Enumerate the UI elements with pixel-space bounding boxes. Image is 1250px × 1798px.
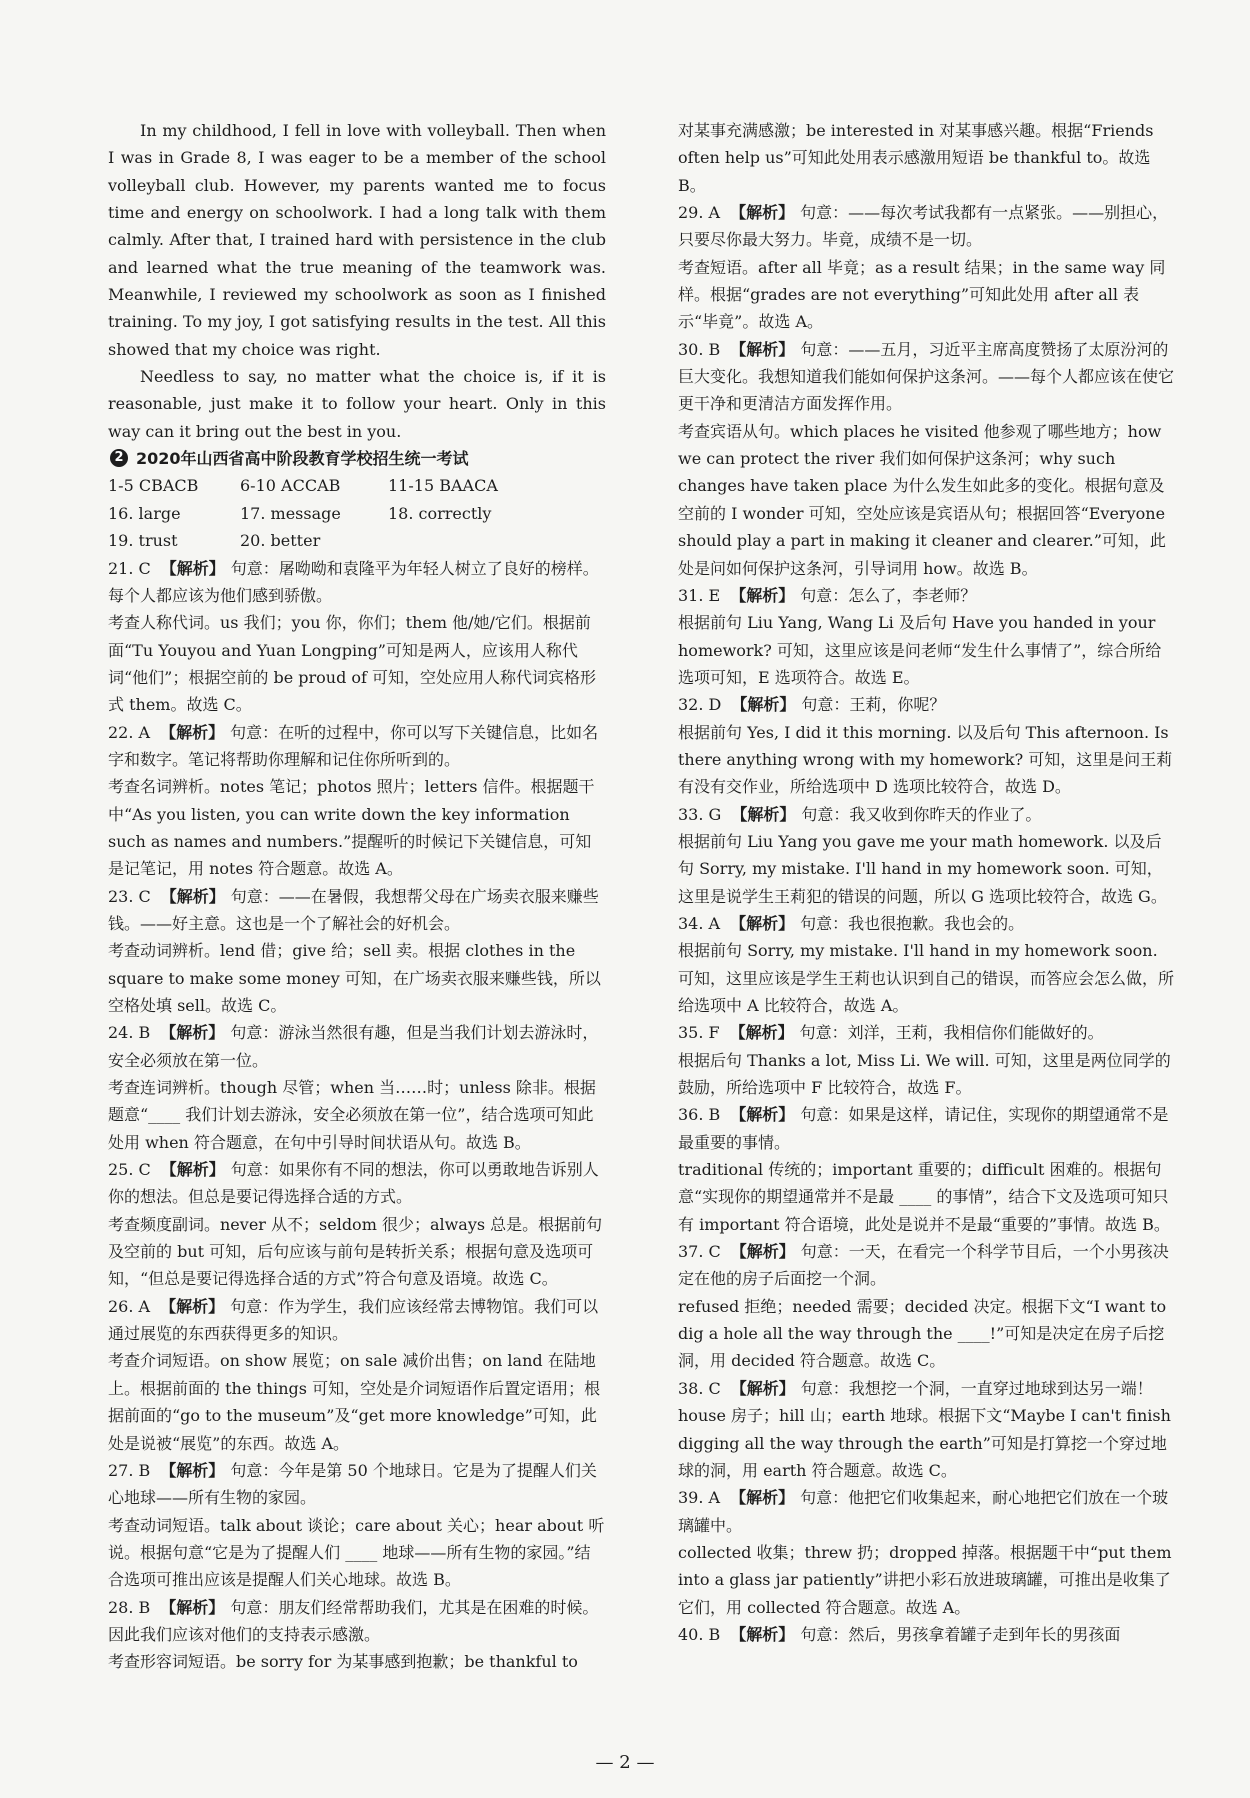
sentence-meaning: 句意：一天，在看完一个科学节目后，一个小男孩决定在他的房子后面挖一个洞。	[678, 1242, 1169, 1289]
answer-cell: 20. better	[240, 531, 321, 551]
question-number: 29. A	[678, 203, 721, 223]
right-column	[678, 117, 1176, 1648]
sentence-meaning: 句意：王莉，你呢？	[801, 695, 946, 715]
sentence-meaning: 句意：怎么了，李老师？	[800, 585, 977, 605]
explanation-item	[108, 1457, 606, 1512]
explanation-item	[108, 555, 606, 610]
question-number: 30. B	[678, 339, 721, 359]
explanation-item	[678, 1101, 1176, 1156]
explanation-body: 根据前句 Liu Yang, Wang Li 及后句 Have you handed in your homework? 可知，这里应该是问老师“发生什么事情了”，综合所给选项可知，E 选项符合。故选 E。	[678, 613, 1162, 687]
explanation-body: 考查连词辨析。though 尽管；when 当……时；unless 除非。根据题意“____ 我们计划去游泳，安全必须放在第一位”，结合选项可知此处用 when 符合题意，在句中引导时间状语从句。故选 B。	[108, 1078, 596, 1152]
explanation-body: 根据前句 Sorry, my mistake. I'll hand in my homework soon. 可知，这里应该是学生王莉也认识到自己的错误，而答应会怎么做，所给选项中 A 比较符合，故选 A。	[678, 941, 1175, 1015]
analysis-tag: 【解析】	[730, 1488, 795, 1508]
answer-row	[108, 527, 606, 554]
analysis-tag: 【解析】	[160, 1296, 225, 1316]
explanation-item	[108, 1293, 606, 1348]
analysis-tag: 【解析】	[731, 804, 796, 824]
analysis-tag: 【解析】	[730, 1242, 795, 1262]
answer-cell: 18. correctly	[388, 503, 492, 523]
question-number: 38. C	[678, 1378, 721, 1398]
sentence-meaning: 句意：——在暑假，我想帮父母在广场卖衣服来赚些钱。——好主意。这也是一个了解社会的好机会。	[108, 886, 599, 933]
essay-paragraph-1: In my childhood, I fell in love with volleyball. Then when I was in Grade 8, I was eager to be a member of the school volleyball club. However, my parents wanted me to focus time and energy on schoolwork. I had a long talk with them calmly. After that, I trained hard with persistence in the club and learned what the true meaning of the teamwork was. Meanwhile, I reviewed my schoolwork as soon as I finished training. To my joy, I got satisfying results in the test. All this showed that my choice was right.	[108, 121, 606, 359]
analysis-tag: 【解析】	[160, 1160, 225, 1180]
explanation-item	[678, 1484, 1176, 1539]
explanation-body: 根据前句 Yes, I did it this morning. 以及后句 This afternoon. Is there anything wrong with my homework? 可知，这里是问王莉有没有交作业，所给选项中 D 选项比较符合，故选 D。	[678, 722, 1173, 797]
answer-cell: 11-15 BAACA	[388, 476, 498, 496]
question-number: 22. A	[108, 722, 151, 742]
analysis-tag: 【解析】	[730, 203, 795, 223]
analysis-tag: 【解析】	[730, 339, 795, 359]
explanation-item	[678, 199, 1176, 254]
explanation-body: refused 拒绝；needed 需要；decided 决定。根据下文“I want to dig a hole all the way through the ____!”可知是决定在房子后挖洞，用 decided 符合题意。故选 C。	[678, 1296, 1167, 1371]
question-number: 31. E	[678, 585, 721, 605]
answer-cell: 1-5 CBACB	[108, 476, 199, 496]
question-number: 33. G	[678, 804, 722, 824]
sentence-meaning: 句意：我想挖一个洞，一直穿过地球到达另一端！	[800, 1378, 1153, 1398]
explanation-item	[678, 1019, 1176, 1046]
answer-cell: 19. trust	[108, 531, 178, 551]
answer-cell	[388, 527, 548, 554]
explanation-body: 考查形容词短语。be sorry for 为某事感到抱歉；be thankful to	[108, 1652, 578, 1672]
section-number: 2	[110, 449, 128, 467]
explanation-body: 考查动词短语。talk about 谈论；care about 关心；hear about 听说。根据句意“它是为了提醒人们 ____ 地球——所有生物的家园。”结合选项可推出应该是提醒人们关心地球。故选 B。	[108, 1515, 605, 1590]
analysis-tag: 【解析】	[730, 1105, 795, 1125]
sentence-meaning: 句意：我又收到你昨天的作业了。	[801, 804, 1042, 824]
sentence-meaning: 句意：如果你有不同的想法，你可以勇敢地告诉别人你的想法。但总是要记得选择合适的方式。	[108, 1160, 599, 1207]
explanation-body: 考查介词短语。on show 展览；on sale 减价出售；on land 在陆地上。根据前面的 the things 可知，空处是介词短语作后置定语用；根据前面的“go to the museum”及“get more knowledge”可知，此处是说被“展览”的东西。故选 A。	[108, 1351, 601, 1453]
explanation-item	[108, 1156, 606, 1211]
explanation-item	[678, 1621, 1176, 1648]
question-number: 39. A	[678, 1488, 721, 1508]
answer-cell: 16. large	[108, 503, 181, 523]
sentence-meaning: 句意：他把它们收集起来，耐心地把它们放在一个玻璃罐中。	[678, 1488, 1169, 1535]
left-explanations	[108, 555, 606, 1676]
section-title	[108, 445, 606, 472]
analysis-tag: 【解析】	[160, 1023, 225, 1043]
section-title-text: 2020年山西省高中阶段教育学校招生统一考试	[136, 449, 469, 469]
analysis-tag: 【解析】	[160, 558, 225, 578]
answer-cell: 6-10 ACCAB	[240, 476, 341, 496]
explanation-item	[108, 1594, 606, 1649]
sentence-meaning: 句意：我也很抱歉。我也会的。	[800, 913, 1025, 933]
question-number: 27. B	[108, 1460, 151, 1480]
page-number: — 2 —	[595, 1752, 655, 1773]
question-number: 25. C	[108, 1160, 151, 1180]
analysis-tag: 【解析】	[731, 695, 796, 715]
analysis-tag: 【解析】	[160, 1597, 225, 1617]
question-number: 32. D	[678, 695, 722, 715]
essay-paragraph-2: Needless to say, no matter what the choice is, if it is reasonable, just make it to follow your heart. Only in this way can it bring out the best in you.	[108, 367, 606, 441]
explanation-item	[678, 582, 1176, 609]
explanation-body: 考查短语。after all 毕竟；as a result 结果；in the same way 同样。根据“grades are not everything”可知此处用 after all 表示“毕竟”。故选 A。	[678, 257, 1166, 332]
explanation-item	[108, 719, 606, 774]
analysis-tag: 【解析】	[730, 1624, 795, 1644]
explanation-item	[678, 1375, 1176, 1402]
sentence-meaning: 句意：然后，男孩拿着罐子走到年长的男孩面	[800, 1624, 1121, 1644]
explanation-body: 考查动词辨析。lend 借；give 给；sell 卖。根据 clothes in the square to make some money 可知，在广场卖衣服来赚些钱，所以空格处填 sell。故选 C。	[108, 941, 601, 1015]
sentence-meaning: 句意：——每次考试我都有一点紧张。——别担心，只要尽你最大努力。毕竟，成绩不是一切。	[678, 203, 1169, 250]
sentence-meaning: 句意：游泳当然很有趣，但是当我们计划去游泳时，安全必须放在第一位。	[108, 1023, 599, 1070]
right-explanations	[678, 199, 1176, 1648]
explanation-body: 考查频度副词。never 从不；seldom 很少；always 总是。根据前句及空前的 but 可知，后句应该与前句是转折关系；根据句意及选项可知，“但总是要记得选择合适的方式”符合句意及语境。故选 C。	[108, 1214, 603, 1289]
analysis-tag: 【解析】	[160, 886, 225, 906]
sentence-meaning: 句意：朋友们经常帮助我们，尤其是在困难的时候。因此我们应该对他们的支持表示感激。	[108, 1597, 599, 1644]
analysis-tag: 【解析】	[160, 722, 225, 742]
sentence-meaning: 句意：刘洋，王莉，我相信你们能做好的。	[799, 1023, 1104, 1043]
sentence-meaning: 句意：作为学生，我们应该经常去博物馆。我们可以通过展览的东西获得更多的知识。	[108, 1296, 599, 1344]
explanation-item	[678, 801, 1176, 828]
explanation-body: 考查宾语从句。which places he visited 他参观了哪些地方；how we can protect the river 我们如何保护这条河；why such changes have taken place 为什么发生如此多的变化。根据句意及空前的 I wonder 可知，空处应该是宾语从句；根据回答“Everyone should play a part in making it cleaner and clearer.”可知，此处是问如何保护这条河，引导词用 how。故选 B。	[678, 421, 1166, 578]
question-number: 28. B	[108, 1597, 151, 1617]
question-number: 37. C	[678, 1242, 721, 1262]
question-number: 35. F	[678, 1023, 720, 1043]
explanation-body: 考查人称代词。us 我们；you 你，你们；them 他/她/它们。根据前面“Tu Youyou and Yuan Longping”可知是两人，应该用人称代词“他们”；根据空前的 be proud of 可知，空处应用人称代词宾格形式 them。故选 C。	[108, 613, 597, 715]
sentence-meaning: 句意：屠呦呦和袁隆平为年轻人树立了良好的榜样。每个人都应该为他们感到骄傲。	[108, 558, 599, 605]
question-number: 21. C	[108, 558, 151, 578]
explanation-body: 根据后句 Thanks a lot, Miss Li. We will. 可知，这里是两位同学的鼓励，所给选项中 F 比较符合，故选 F。	[678, 1050, 1171, 1098]
question-number: 23. C	[108, 886, 151, 906]
explanation-item	[108, 883, 606, 938]
explanation-body: 考查名词辨析。notes 笔记；photos 照片；letters 信件。根据题干中“As you listen, you can write down the key information such as names and numbers.”提醒听的时候记下关键信息，可知是记笔记，用 notes 符合题意。故选 A。	[108, 777, 595, 879]
explanation-item	[678, 910, 1176, 937]
explanation-body: collected 收集；threw 扔；dropped 掉落。根据题干中“put them into a glass jar patiently”讲把小彩石放进玻璃罐，可推出是收集了它们，用 collected 符合题意。故选 A。	[678, 1542, 1172, 1617]
explanation-item	[678, 336, 1176, 418]
analysis-tag: 【解析】	[730, 913, 795, 933]
analysis-tag: 【解析】	[160, 1460, 225, 1480]
continued-text: 对某事充满感激；be interested in 对某事感兴趣。根据“Friends often help us”可知此处用表示感激用短语 be thankful to。故选 B。	[678, 121, 1154, 195]
question-number: 24. B	[108, 1023, 151, 1043]
sentence-meaning: 句意：——五月，习近平主席高度赞扬了太原汾河的巨大变化。我想知道我们能如何保护这条河。——每个人都应该在使它更干净和更清洁方面发挥作用。	[678, 339, 1175, 414]
explanation-body: house 房子；hill 山；earth 地球。根据下文“Maybe I can't finish digging all the way through the earth”可知是打算挖一个穿过地球的洞，用 earth 符合题意。故选 C。	[678, 1406, 1171, 1480]
explanation-body: 根据前句 Liu Yang you gave me your math homework. 以及后句 Sorry, my mistake. I'll hand in my homework soon. 可知，这里是说学生王莉犯的错误的问题，所以 G 选项比较符合，故选 G。	[678, 831, 1167, 906]
answer-row	[108, 500, 606, 527]
answer-cell: 17. message	[240, 503, 341, 523]
question-number: 34. A	[678, 913, 721, 933]
explanation-item	[678, 1238, 1176, 1293]
explanation-item	[678, 691, 1176, 718]
explanation-body: traditional 传统的；important 重要的；difficult 困难的。根据句意“实现你的期望通常并不是最 ____ 的事情”，结合下文及选项可知只有 important 符合语境，此处是说并不是最“重要的”事情。故选 B。	[678, 1160, 1170, 1234]
sentence-meaning: 句意：如果是这样，请记住，实现你的期望通常不是最重要的事情。	[678, 1105, 1169, 1152]
answer-row	[108, 472, 606, 499]
analysis-tag: 【解析】	[730, 1378, 795, 1398]
left-column	[108, 117, 606, 1676]
question-number: 40. B	[678, 1624, 721, 1644]
question-number: 26. A	[108, 1296, 151, 1316]
sentence-meaning: 句意：在听的过程中，你可以写下关键信息，比如名字和数字。笔记将帮助你理解和记住你所听到的。	[108, 722, 599, 769]
analysis-tag: 【解析】	[730, 585, 795, 605]
question-number: 36. B	[678, 1105, 721, 1125]
sentence-meaning: 句意：今年是第 50 个地球日。它是为了提醒人们关心地球——所有生物的家园。	[108, 1460, 597, 1508]
explanation-item	[108, 1019, 606, 1074]
analysis-tag: 【解析】	[729, 1023, 794, 1043]
